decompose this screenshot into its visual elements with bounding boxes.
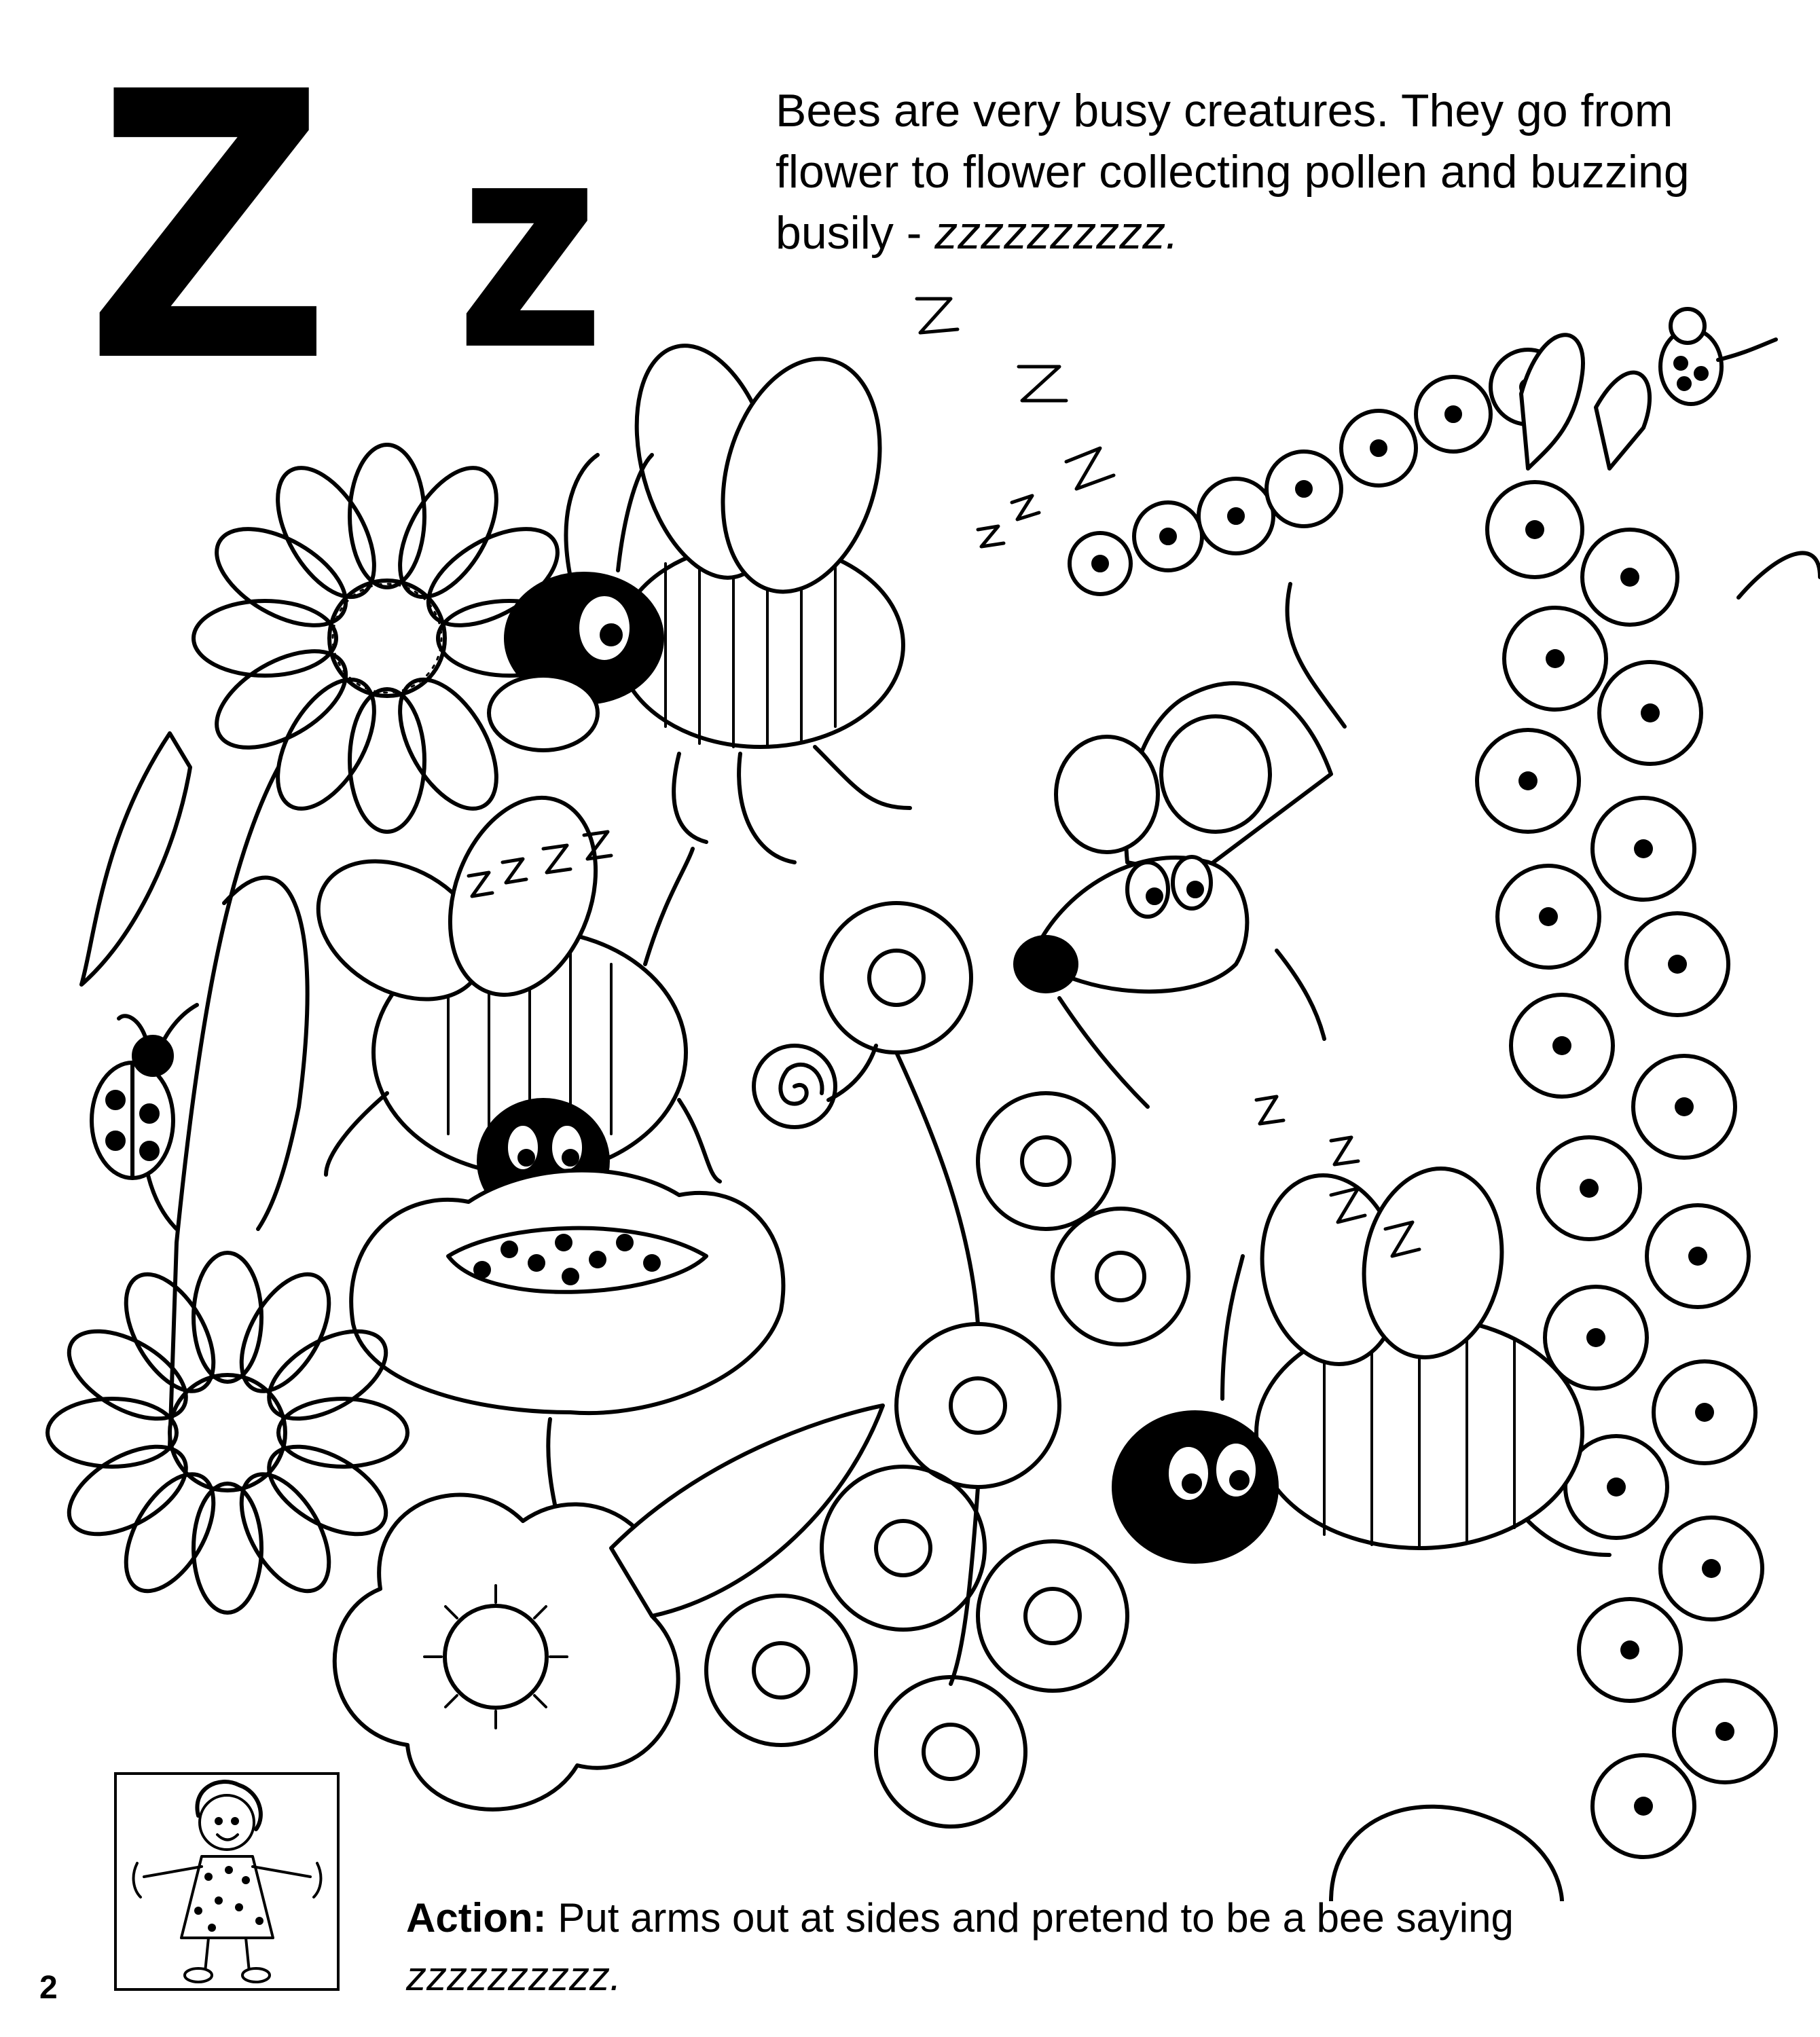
letter-lowercase: z <box>458 85 601 403</box>
intro-text: Bees are very busy creatures. They go from flower to flower collecting pollen and buzzing busily - <box>776 85 1690 259</box>
ladybird-icon <box>1660 309 1776 404</box>
snail-icon <box>754 1046 876 1127</box>
girl-arms-out-icon <box>117 1775 337 1988</box>
leaf-icon <box>611 1406 883 1616</box>
garden-illustration <box>0 292 1820 1901</box>
action-sound: zzzzzzzzzz. <box>406 1953 621 1999</box>
bee-icon <box>489 330 910 862</box>
action-text: Put arms out at sides and pretend to be a bee saying <box>546 1895 1514 1941</box>
page-number: 2 <box>39 1970 58 2006</box>
letter-uppercase: Z <box>92 8 325 433</box>
action-picture <box>114 1772 340 1991</box>
leaf-icon <box>1331 1807 1562 1901</box>
bee-icon <box>1114 1158 1609 1562</box>
mouse-icon <box>1015 584 1345 1107</box>
action-label: Action: <box>406 1895 547 1941</box>
intro-sound: zzzzzzzzzz. <box>934 207 1179 259</box>
flower-column <box>1477 335 1820 1857</box>
action-instruction <box>406 1889 1561 2006</box>
ladybird-icon <box>92 1016 173 1178</box>
daisy-cluster <box>706 903 1188 1827</box>
intro-paragraph <box>776 80 1740 263</box>
flower-trail <box>1070 350 1565 594</box>
snore-trail <box>917 299 1114 547</box>
